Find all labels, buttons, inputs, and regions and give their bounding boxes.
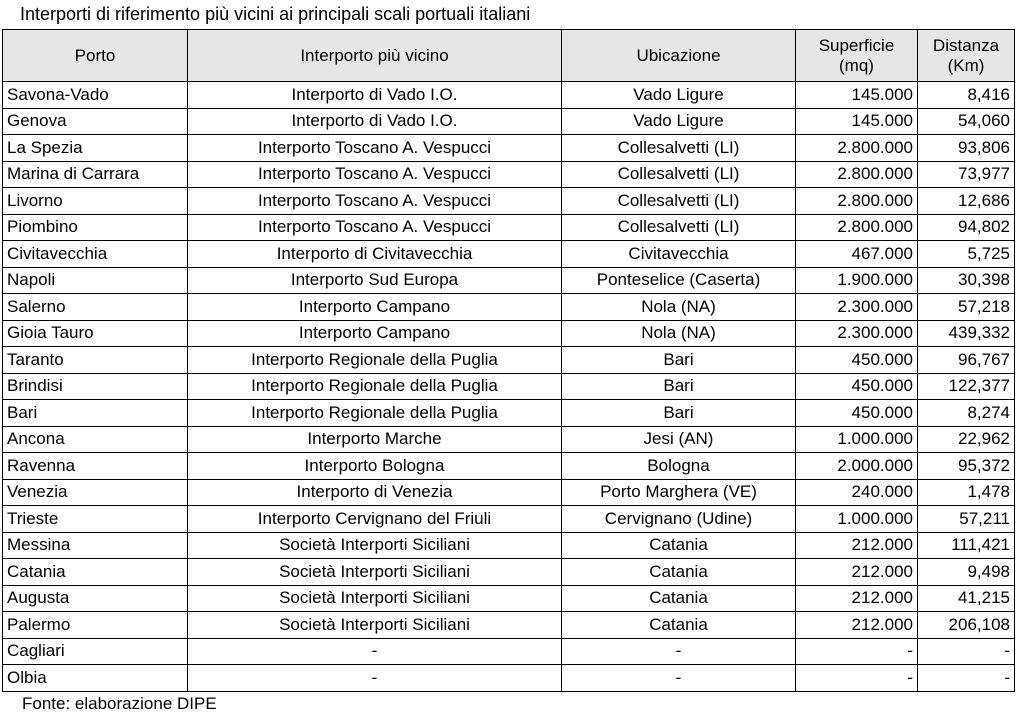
cell-distanza: 57,218: [918, 294, 1015, 321]
table-row: [3, 135, 1015, 162]
cell-superficie: 1.900.000: [796, 267, 918, 294]
cell-porto: Venezia: [3, 479, 188, 506]
cell-distanza: 22,962: [918, 426, 1015, 453]
cell-interporto: Società Interporti Siciliani: [188, 559, 562, 586]
cell-porto: Gioia Tauro: [3, 320, 188, 347]
source-note: Fonte: elaborazione DIPE: [22, 694, 217, 713]
cell-ubicazione: Ponteselice (Caserta): [562, 267, 796, 294]
cell-porto: La Spezia: [3, 135, 188, 162]
cell-distanza: -: [918, 665, 1015, 692]
column-header-superficie: [796, 30, 918, 82]
cell-interporto: Interporto Toscano A. Vespucci: [188, 214, 562, 241]
cell-distanza: -: [918, 638, 1015, 665]
column-header-interporto: Interporto più vicino: [188, 30, 562, 82]
cell-distanza: 111,421: [918, 532, 1015, 559]
cell-interporto: Interporto Cervignano del Friuli: [188, 506, 562, 533]
table-row: [3, 161, 1015, 188]
cell-porto: Messina: [3, 532, 188, 559]
cell-interporto: Interporto Campano: [188, 320, 562, 347]
cell-distanza: 8,274: [918, 400, 1015, 427]
cell-ubicazione: Porto Marghera (VE): [562, 479, 796, 506]
cell-porto: Savona-Vado: [3, 82, 188, 109]
cell-distanza: 95,372: [918, 453, 1015, 480]
table-row: [3, 108, 1015, 135]
cell-superficie: 1.000.000: [796, 426, 918, 453]
cell-superficie: 450.000: [796, 373, 918, 400]
cell-superficie: 212.000: [796, 532, 918, 559]
cell-porto: Napoli: [3, 267, 188, 294]
cell-ubicazione: Collesalvetti (LI): [562, 188, 796, 215]
cell-interporto: Società Interporti Siciliani: [188, 585, 562, 612]
cell-superficie: 212.000: [796, 559, 918, 586]
cell-porto: Palermo: [3, 612, 188, 639]
table-row: [3, 506, 1015, 533]
cell-superficie: 467.000: [796, 241, 918, 268]
cell-ubicazione: -: [562, 665, 796, 692]
cell-ubicazione: Bari: [562, 347, 796, 374]
table-row: [3, 665, 1015, 692]
cell-distanza: 1,478: [918, 479, 1015, 506]
cell-superficie: 240.000: [796, 479, 918, 506]
cell-porto: Brindisi: [3, 373, 188, 400]
cell-distanza: 73,977: [918, 161, 1015, 188]
table-row: [3, 532, 1015, 559]
cell-distanza: 30,398: [918, 267, 1015, 294]
cell-superficie: 145.000: [796, 82, 918, 109]
cell-distanza: 54,060: [918, 108, 1015, 135]
cell-interporto: -: [188, 665, 562, 692]
cell-interporto: Interporto Sud Europa: [188, 267, 562, 294]
cell-superficie: 2.800.000: [796, 188, 918, 215]
cell-superficie: -: [796, 665, 918, 692]
cell-porto: Civitavecchia: [3, 241, 188, 268]
cell-superficie: 2.000.000: [796, 453, 918, 480]
cell-superficie: 450.000: [796, 347, 918, 374]
cell-ubicazione: Collesalvetti (LI): [562, 135, 796, 162]
cell-distanza: 12,686: [918, 188, 1015, 215]
cell-superficie: 1.000.000: [796, 506, 918, 533]
cell-interporto: Interporto Toscano A. Vespucci: [188, 188, 562, 215]
cell-porto: Cagliari: [3, 638, 188, 665]
cell-ubicazione: Nola (NA): [562, 294, 796, 321]
cell-distanza: 439,332: [918, 320, 1015, 347]
cell-distanza: 94,802: [918, 214, 1015, 241]
cell-ubicazione: Catania: [562, 585, 796, 612]
table-row: [3, 347, 1015, 374]
table-row: [3, 400, 1015, 427]
table-row: [3, 214, 1015, 241]
cell-porto: Bari: [3, 400, 188, 427]
cell-porto: Ravenna: [3, 453, 188, 480]
cell-ubicazione: Jesi (AN): [562, 426, 796, 453]
table-row: [3, 373, 1015, 400]
cell-superficie: 145.000: [796, 108, 918, 135]
table-title: Interporti di riferimento più vicini ai principali scali portuali italiani: [20, 4, 531, 24]
column-header-superficie-line1: Superficie: [818, 35, 895, 55]
column-header-porto: Porto: [3, 30, 188, 82]
cell-ubicazione: Bari: [562, 373, 796, 400]
cell-ubicazione: Vado Ligure: [562, 108, 796, 135]
cell-ubicazione: Collesalvetti (LI): [562, 161, 796, 188]
cell-superficie: 2.300.000: [796, 320, 918, 347]
cell-interporto: Interporto di Vado I.O.: [188, 108, 562, 135]
table-body: [3, 82, 1015, 692]
table-row: [3, 559, 1015, 586]
table-row: [3, 426, 1015, 453]
cell-porto: Olbia: [3, 665, 188, 692]
cell-porto: Trieste: [3, 506, 188, 533]
header-row: [3, 30, 1015, 82]
table-row: [3, 267, 1015, 294]
cell-interporto: Interporto di Civitavecchia: [188, 241, 562, 268]
table-row: [3, 82, 1015, 109]
cell-ubicazione: Catania: [562, 532, 796, 559]
cell-distanza: 93,806: [918, 135, 1015, 162]
cell-distanza: 206,108: [918, 612, 1015, 639]
cell-distanza: 122,377: [918, 373, 1015, 400]
cell-interporto: Società Interporti Siciliani: [188, 532, 562, 559]
cell-ubicazione: Catania: [562, 612, 796, 639]
cell-superficie: 2.800.000: [796, 214, 918, 241]
cell-ubicazione: Collesalvetti (LI): [562, 214, 796, 241]
cell-interporto: Interporto di Vado I.O.: [188, 82, 562, 109]
cell-superficie: 2.800.000: [796, 135, 918, 162]
cell-ubicazione: Civitavecchia: [562, 241, 796, 268]
column-header-distanza-line2: (Km): [947, 55, 985, 75]
table-row: [3, 479, 1015, 506]
cell-superficie: 2.300.000: [796, 294, 918, 321]
cell-superficie: 450.000: [796, 400, 918, 427]
cell-ubicazione: Cervignano (Udine): [562, 506, 796, 533]
cell-porto: Catania: [3, 559, 188, 586]
cell-ubicazione: Bologna: [562, 453, 796, 480]
cell-distanza: 5,725: [918, 241, 1015, 268]
cell-ubicazione: Nola (NA): [562, 320, 796, 347]
cell-interporto: Interporto Regionale della Puglia: [188, 347, 562, 374]
cell-ubicazione: Vado Ligure: [562, 82, 796, 109]
table-row: [3, 294, 1015, 321]
cell-distanza: 96,767: [918, 347, 1015, 374]
table-row: [3, 585, 1015, 612]
table-row: [3, 612, 1015, 639]
cell-interporto: -: [188, 638, 562, 665]
cell-distanza: 41,215: [918, 585, 1015, 612]
cell-interporto: Società Interporti Siciliani: [188, 612, 562, 639]
cell-distanza: 57,211: [918, 506, 1015, 533]
cell-interporto: Interporto Regionale della Puglia: [188, 373, 562, 400]
column-header-superficie-line2: (mq): [839, 55, 874, 75]
cell-interporto: Interporto Toscano A. Vespucci: [188, 135, 562, 162]
cell-interporto: Interporto Campano: [188, 294, 562, 321]
table-row: [3, 638, 1015, 665]
cell-porto: Piombino: [3, 214, 188, 241]
cell-superficie: -: [796, 638, 918, 665]
cell-ubicazione: Catania: [562, 559, 796, 586]
table-row: [3, 188, 1015, 215]
cell-ubicazione: -: [562, 638, 796, 665]
cell-porto: Genova: [3, 108, 188, 135]
cell-ubicazione: Bari: [562, 400, 796, 427]
table-row: [3, 241, 1015, 268]
cell-porto: Livorno: [3, 188, 188, 215]
table-row: [3, 453, 1015, 480]
cell-interporto: Interporto Regionale della Puglia: [188, 400, 562, 427]
cell-superficie: 212.000: [796, 585, 918, 612]
cell-interporto: Interporto Marche: [188, 426, 562, 453]
cell-superficie: 212.000: [796, 612, 918, 639]
cell-interporto: Interporto Toscano A. Vespucci: [188, 161, 562, 188]
cell-interporto: Interporto Bologna: [188, 453, 562, 480]
cell-interporto: Interporto di Venezia: [188, 479, 562, 506]
cell-porto: Salerno: [3, 294, 188, 321]
cell-porto: Augusta: [3, 585, 188, 612]
cell-distanza: 8,416: [918, 82, 1015, 109]
table-row: [3, 320, 1015, 347]
data-table: [2, 29, 1015, 692]
column-header-distanza-line1: Distanza: [932, 35, 1000, 55]
cell-superficie: 2.800.000: [796, 161, 918, 188]
column-header-distanza: [918, 30, 1015, 82]
cell-porto: Taranto: [3, 347, 188, 374]
cell-porto: Ancona: [3, 426, 188, 453]
cell-distanza: 9,498: [918, 559, 1015, 586]
cell-porto: Marina di Carrara: [3, 161, 188, 188]
column-header-ubicazione: Ubicazione: [562, 30, 796, 82]
